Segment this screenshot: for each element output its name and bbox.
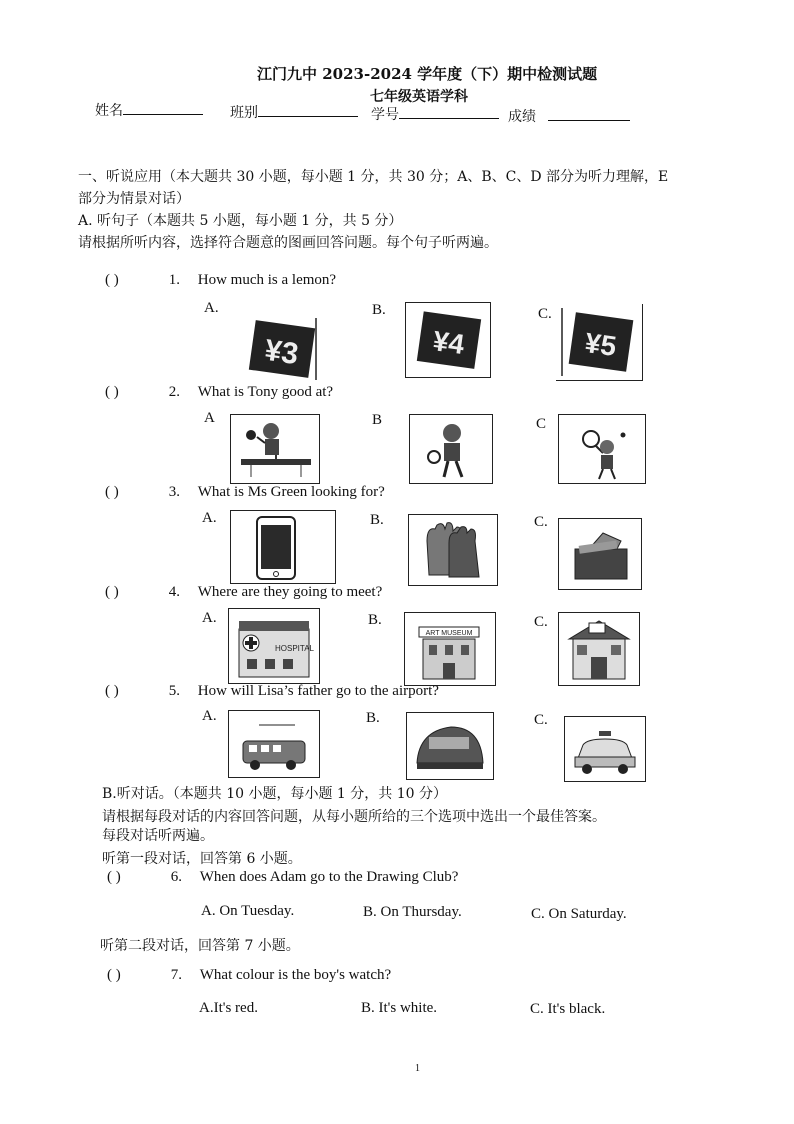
name-label: 姓名 bbox=[95, 103, 123, 119]
question-7 bbox=[107, 967, 391, 984]
option-label-b: B bbox=[372, 412, 383, 428]
section1-heading: 一、听说应用（本大题共 30 小题，每小题 1 分，共 30 分；A、B、C、D 部分为听力理解，E bbox=[78, 169, 669, 185]
question-text: How will Lisa’s father go to the airport? bbox=[197, 683, 439, 699]
q6-option-b[interactable]: B. On Thursday. bbox=[363, 904, 462, 920]
gloves-picture[interactable] bbox=[408, 514, 498, 586]
partB-instructions-2: 每段对话听两遍。 bbox=[102, 828, 214, 844]
post-office-picture[interactable] bbox=[558, 612, 640, 686]
option-label-a: A. bbox=[202, 510, 217, 526]
page-number: 1 bbox=[415, 1063, 420, 1074]
question-number: 6. bbox=[170, 869, 182, 885]
question-number: 4. bbox=[168, 584, 180, 600]
q7-option-b[interactable]: B. It's white. bbox=[361, 1000, 438, 1016]
football-picture[interactable] bbox=[409, 414, 493, 484]
question-number: 1. bbox=[168, 272, 180, 288]
question-3 bbox=[105, 484, 385, 501]
question-number: 2. bbox=[168, 384, 180, 400]
option-label-b: B. bbox=[368, 612, 382, 628]
hospital-picture[interactable] bbox=[228, 608, 320, 684]
tennis-picture[interactable] bbox=[558, 414, 646, 484]
question-text: When does Adam go to the Drawing Club? bbox=[199, 869, 459, 885]
option-label-c: C bbox=[536, 416, 547, 432]
museum-picture[interactable] bbox=[404, 612, 496, 686]
question-6 bbox=[107, 869, 458, 886]
question-text: What is Ms Green looking for? bbox=[197, 484, 385, 500]
price-4-text: ¥4 bbox=[431, 325, 467, 361]
answer-paren[interactable]: ( ) bbox=[105, 384, 119, 400]
class-blank[interactable] bbox=[258, 102, 358, 117]
option-label-c: C. bbox=[534, 514, 548, 530]
exam-subtitle: 七年级英语学科 bbox=[370, 89, 468, 105]
bus-picture[interactable] bbox=[228, 710, 320, 778]
score-field[interactable] bbox=[508, 106, 630, 126]
price-tag-5-picture[interactable] bbox=[556, 304, 643, 381]
score-blank[interactable] bbox=[548, 106, 630, 121]
partB-instructions: 请根据每段对话的内容回答问题，从每小题所给的三个选项中选出一个最佳答案。 bbox=[102, 809, 606, 825]
question-number: 5. bbox=[168, 683, 180, 699]
exam-title: 江门九中 2023-2024 学年度（下）期中检测试题 bbox=[257, 65, 598, 83]
student-number-field[interactable] bbox=[371, 104, 499, 124]
option-label-a: A. bbox=[204, 300, 219, 316]
question-text: How much is a lemon? bbox=[197, 272, 337, 288]
dialog-2-instruction: 听第二段对话，回答第 7 小题。 bbox=[100, 938, 300, 954]
class-field[interactable] bbox=[230, 102, 358, 122]
question-text: What colour is the boy's watch? bbox=[199, 967, 392, 983]
answer-paren[interactable]: ( ) bbox=[105, 683, 119, 699]
q7-option-a[interactable]: A.It's red. bbox=[199, 1000, 258, 1016]
q7-option-c[interactable]: C. It's black. bbox=[530, 1001, 606, 1017]
option-label-b: B. bbox=[366, 710, 380, 726]
name-blank[interactable] bbox=[123, 100, 203, 115]
subway-picture[interactable] bbox=[406, 712, 494, 780]
museum-sign-text: ART MUSEUM bbox=[425, 630, 473, 637]
option-label-a: A. bbox=[202, 708, 217, 724]
price-3-text: ¥3 bbox=[262, 333, 301, 372]
option-label-c: C. bbox=[534, 712, 548, 728]
option-label-b: B. bbox=[372, 302, 386, 318]
ping-pong-picture[interactable] bbox=[230, 414, 320, 484]
answer-paren[interactable]: ( ) bbox=[107, 869, 121, 885]
option-label-b: B. bbox=[370, 512, 384, 528]
price-tag-3-picture[interactable] bbox=[244, 318, 320, 380]
option-label-a: A bbox=[204, 410, 215, 426]
price-tag-4-picture[interactable] bbox=[405, 302, 491, 378]
question-number: 7. bbox=[170, 967, 182, 983]
student-number-label: 学号 bbox=[371, 107, 399, 123]
q6-option-c[interactable]: C. On Saturday. bbox=[531, 906, 627, 922]
option-label-c: C. bbox=[538, 306, 552, 322]
question-number: 3. bbox=[168, 484, 180, 500]
q6-option-a[interactable]: A. On Tuesday. bbox=[201, 903, 295, 919]
name-field[interactable] bbox=[95, 100, 203, 120]
section1-heading-cont: 部分为情景对话） bbox=[78, 191, 190, 207]
wallet-picture[interactable] bbox=[558, 518, 642, 590]
question-4 bbox=[105, 584, 382, 601]
question-2 bbox=[105, 384, 333, 401]
answer-paren[interactable]: ( ) bbox=[105, 484, 119, 500]
taxi-picture[interactable] bbox=[564, 716, 646, 782]
question-text: What is Tony good at? bbox=[197, 384, 334, 400]
price-5-text: ¥5 bbox=[583, 326, 619, 362]
partB-heading: B.听对话。（本题共 10 小题，每小题 1 分，共 10 分） bbox=[102, 786, 447, 802]
phone-picture[interactable] bbox=[230, 510, 336, 584]
partA-heading: A. 听句子（本题共 5 小题，每小题 1 分，共 5 分） bbox=[78, 213, 403, 229]
partA-instructions: 请根据所听内容，选择符合题意的图画回答问题。每个句子听两遍。 bbox=[78, 235, 498, 251]
question-5 bbox=[105, 683, 439, 700]
dialog-1-instruction: 听第一段对话，回答第 6 小题。 bbox=[102, 851, 302, 867]
answer-paren[interactable]: ( ) bbox=[105, 272, 119, 288]
hospital-sign-text: HOSPITAL bbox=[275, 644, 314, 653]
student-number-blank[interactable] bbox=[399, 104, 499, 119]
question-text: Where are they going to meet? bbox=[197, 584, 383, 600]
answer-paren[interactable]: ( ) bbox=[105, 584, 119, 600]
answer-paren[interactable]: ( ) bbox=[107, 967, 121, 983]
option-label-a: A. bbox=[202, 610, 217, 626]
class-label: 班别 bbox=[230, 105, 258, 121]
option-label-c: C. bbox=[534, 614, 548, 630]
score-label: 成绩 bbox=[508, 109, 536, 125]
question-1 bbox=[105, 272, 336, 289]
